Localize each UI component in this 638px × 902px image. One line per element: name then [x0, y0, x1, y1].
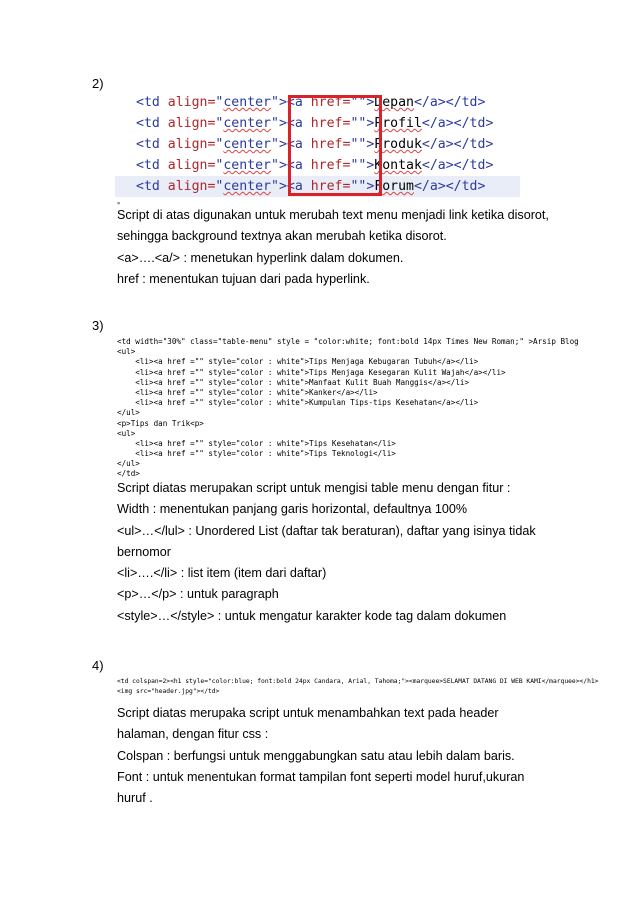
- paragraph-line: Colspan : berfungsi untuk menggabungkan satu atau lebih dalam baris.: [117, 748, 515, 763]
- code-line: <li><a href ="" style="color : white">Tips Teknologi</li>: [117, 449, 396, 459]
- paragraph-line: Script di atas digunakan untuk merubah text menu menjadi link ketika disorot,: [117, 208, 549, 222]
- code-line: <p>Tips dan Trik<p>: [117, 418, 204, 428]
- paragraph-line: halaman, dengan fitur css :: [117, 727, 269, 742]
- code-screenshot-table-menu: [117, 337, 579, 480]
- code-line: <li><a href ="" style="color : white">Tips Menjaga Kebugaran Tubuh</a></li>: [117, 357, 479, 367]
- paragraph-line: href : menentukan tujuan dari pada hyperlink.: [117, 271, 370, 286]
- paragraph-section-4: [117, 703, 577, 809]
- image-dot: ▪: [117, 198, 121, 208]
- paragraph-line: bernomor: [117, 544, 171, 559]
- paragraph-line: huruf .: [117, 791, 153, 806]
- section-number: 4): [92, 658, 104, 673]
- paragraph-line: <li>….</li> : list item (item dari daftar): [117, 566, 327, 581]
- paragraph-line: Width : menentukan panjang garis horizontal, defaultnya 100%: [117, 502, 468, 517]
- code-screenshot-header: [117, 677, 607, 697]
- code-line: <td align="center"><a href="">Kontak</a></td>: [136, 158, 494, 173]
- paragraph-section-2: [117, 205, 577, 290]
- code-line: </ul>: [117, 459, 140, 469]
- paragraph-line: sehingga background textnya akan merubah ketika disorot.: [117, 229, 447, 244]
- paragraph-line: Script diatas merupakan script untuk mengisi table menu dengan fitur :: [117, 481, 511, 495]
- code-line: <ul>: [117, 428, 136, 438]
- paragraph-line: <a>….<a/> : menetukan hyperlink dalam dokumen.: [117, 250, 404, 265]
- paragraph-section-3: [117, 478, 577, 627]
- code-screenshot-links: [115, 92, 520, 200]
- section-number: 2): [92, 76, 104, 91]
- code-line: <ul>: [117, 347, 136, 357]
- code-line: <td align="center"><a href="">Profil</a></td>: [136, 116, 494, 131]
- paragraph-line: <style>…</style> : untuk mengatur karakter kode tag dalam dokumen: [117, 608, 507, 623]
- paragraph-line: <ul>…</lul> : Unordered List (daftar tak beraturan), daftar yang isinya tidak: [117, 523, 536, 538]
- section-number: 3): [92, 318, 104, 333]
- code-line: <li><a href ="" style="color : white">Kanker</a></li>: [117, 387, 378, 397]
- paragraph-line: Script diatas merupaka script untuk menambahkan text pada header: [117, 706, 499, 720]
- code-line: <li><a href ="" style="color : white">Tips Kesehatan</li>: [117, 438, 396, 448]
- code-line: <img src="header.jpg"></td>: [117, 688, 220, 695]
- code-line: <td align="center"><a href="">Forum</a></td>: [115, 176, 520, 197]
- code-line: <td width="30%" class="table-menu" style = "color:white; font:bold 14px Times New Roman;" >Arsip Blog: [117, 337, 579, 346]
- code-line: </td>: [117, 469, 140, 479]
- code-line: <td colspan=2><h1 style="color:blue; font:bold 24px Candara, Arial, Tahoma;"><marquee>SELAMAT DATANG DI WEB KAMI</marquee></h1>: [117, 678, 599, 685]
- code-line: <li><a href ="" style="color : white">Tips Menjaga Kesegaran Kulit Wajah</a></li>: [117, 367, 506, 377]
- code-line: <td align="center"><a href="">Depan</a></td>: [136, 95, 486, 110]
- code-line: <td align="center"><a href="">Produk</a></td>: [136, 137, 494, 152]
- code-line: </ul>: [117, 408, 140, 418]
- paragraph-line: Font : untuk menentukan format tampilan font seperti model huruf,ukuran: [117, 769, 525, 784]
- code-line: <li><a href ="" style="color : white">Kumpulan Tips-tips Kesehatan</a></li>: [117, 398, 479, 408]
- highlight-box: [288, 95, 382, 196]
- code-line: <li><a href ="" style="color : white">Manfaat Kulit Buah Manggis</a></li>: [117, 377, 470, 387]
- paragraph-line: <p>…</p> : untuk paragraph: [117, 587, 279, 602]
